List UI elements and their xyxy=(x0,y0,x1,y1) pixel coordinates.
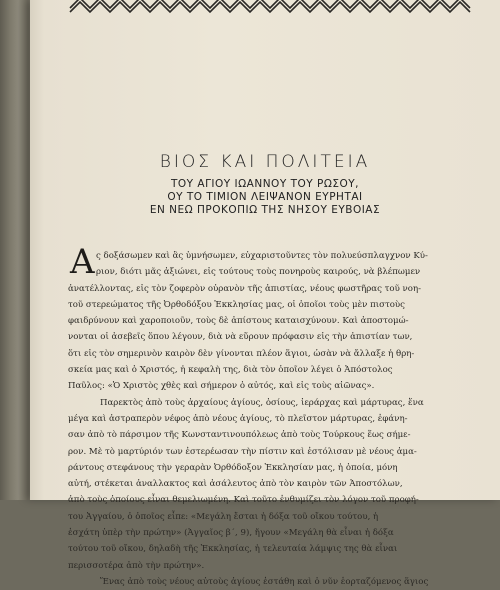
body-text xyxy=(68,248,480,590)
subtitle-line-1: ΤΟΥ ΑΓΙΟΥ ΙΩΑΝΝΟΥ ΤΟΥ ΡΩΣΟΥ, xyxy=(170,178,360,190)
text-line: τοῦ στερεώματος τῆς Ὀρθοδόξου Ἐκκλησίας μας, οἱ ὁποῖοι τοὺς μὲν πιστοὺς xyxy=(68,299,405,310)
text-line: ἐσχάτη ὑπὲρ τὴν πρώτην» (Ἀγγαῖος β΄, 9), ἤγουν «Μεγάλη θὰ εἶναι ἡ δόξα xyxy=(68,528,394,539)
text-line: του Ἀγγαίου, ὁ ὁποῖος εἶπε: «Μεγάλη ἔσται ἡ δόξα τοῦ οἴκου τούτου, ἡ xyxy=(68,511,379,522)
text-line: ράντους στεφάνους τὴν γεραρὰν Ὀρθόδοξον Ἐκκλησίαν μας, ἡ ὁποία, μόνη xyxy=(68,462,398,473)
decorative-border-ornament xyxy=(70,0,470,18)
text-line: αὐτή, στέκεται ἀναλλακτος καὶ ἀσάλευτος ἀπὸ τὸν καιρὸν τῶν Ἀποστόλων, xyxy=(68,479,403,490)
text-line: σκεία μας καὶ ὁ Χριστός, ἡ κεφαλὴ της, διὰ τὸν ὁποῖον λέγει ὁ Ἀπόστολος xyxy=(68,365,393,376)
text-line: περισσοτέρα ἀπὸ τὴν πρώτην». xyxy=(68,560,205,571)
text-line: φαιδρύνουν καὶ χαροποιοῦν, τοὺς δὲ ἀπίστους καταισχύνουν. Καὶ ἀποστομώ- xyxy=(68,316,409,327)
text-line: ἀπὸ τοὺς ὁποίους εἶναι θεμελιωμένη. Καὶ τοῦτο ἐνθυμίζει τὸν λόγον τοῦ προφή- xyxy=(68,495,419,506)
text-line: μέγα καὶ ἀστραπερὸν νέφος ἀπὸ νέους ἁγίους, τὸ πλεῖστον μάρτυρας, ἐφάνη- xyxy=(68,413,408,424)
text-line: ριον, διότι μᾶς ἀξιώνει, εἰς τούτους τοὺς πονηροὺς καιρούς, νὰ βλέπωμεν xyxy=(96,267,421,278)
drop-cap: Α xyxy=(70,242,95,282)
text-line: νονται οἱ ἀσεβεῖς ὅπου λέγουν, διὰ νὰ εὕρουν πρόφασιν εἰς τὴν ἀπιστίαν των, xyxy=(68,332,413,343)
text-line: Παρεκτὸς ἀπὸ τοὺς ἀρχαίους ἁγίους, ὁσίους, ἱεράρχας καὶ μάρτυρας, ἕνα xyxy=(100,397,424,408)
text-line: ἀνατέλλοντας, εἰς τὸν ζοφερὸν οὐρανὸν τῆς ἀπιστίας, νέους φωστῆρας τοῦ νοη- xyxy=(68,283,421,294)
text-line: ὅτι εἰς τὸν σημερινὸν καιρὸν δὲν γίνονται πλέον ἅγιοι, ὡσὰν νὰ ἄλλαξε ἡ θρη- xyxy=(68,348,415,359)
subtitle-line-3: ΕΝ ΝΕΩ ΠΡΟΚΟΠΙΩ ΤΗΣ ΝΗΣΟΥ ΕΥΒΟΙΑΣ xyxy=(149,204,381,216)
text-line: Ἕνας ἀπὸ τοὺς νέους αὐτοὺς ἁγίους ἐστάθη καὶ ὁ νῦν ἑορταζόμενος ἅγιος xyxy=(100,576,429,587)
text-line: ς δοξάσωμεν καὶ ἂς ὑμνήσωμεν, εὐχαριστοῦντες τὸν πολυεύσπλαγχνον Κύ- xyxy=(96,251,428,261)
subtitle-line-2: ΟΥ ΤΟ ΤΙΜΙΟΝ ΛΕΙΨΑΝΟΝ ΕΥΡΗΤΑΙ xyxy=(167,191,363,203)
text-line: ρον. Μὲ τὸ μαρτύριόν των ἐστερέωσαν τὴν πίστιν καὶ ἐστόλισαν μὲ νέους ἀμα- xyxy=(68,446,417,457)
text-line: τούτου τοῦ οἴκου, δηλαδὴ τῆς Ἐκκλησίας, ἡ τελευταία λάμψις της θὰ εἶναι xyxy=(68,544,398,555)
text-line: Παῦλος: «Ὁ Χριστὸς χθὲς καὶ σήμερον ὁ αὐτός, καὶ εἰς τοὺς αἰῶνας». xyxy=(68,381,375,392)
text-line: σαν ἀπὸ τὸ πάρσιμον τῆς Κωνσταντινουπόλεως ἀπὸ τοὺς Τούρκους ἕως σήμε- xyxy=(68,430,411,441)
page-title: ΒΙΟΣ ΚΑΙ ΠΟΛΙΤΕΙΑ xyxy=(159,152,371,172)
book-page xyxy=(30,0,500,587)
